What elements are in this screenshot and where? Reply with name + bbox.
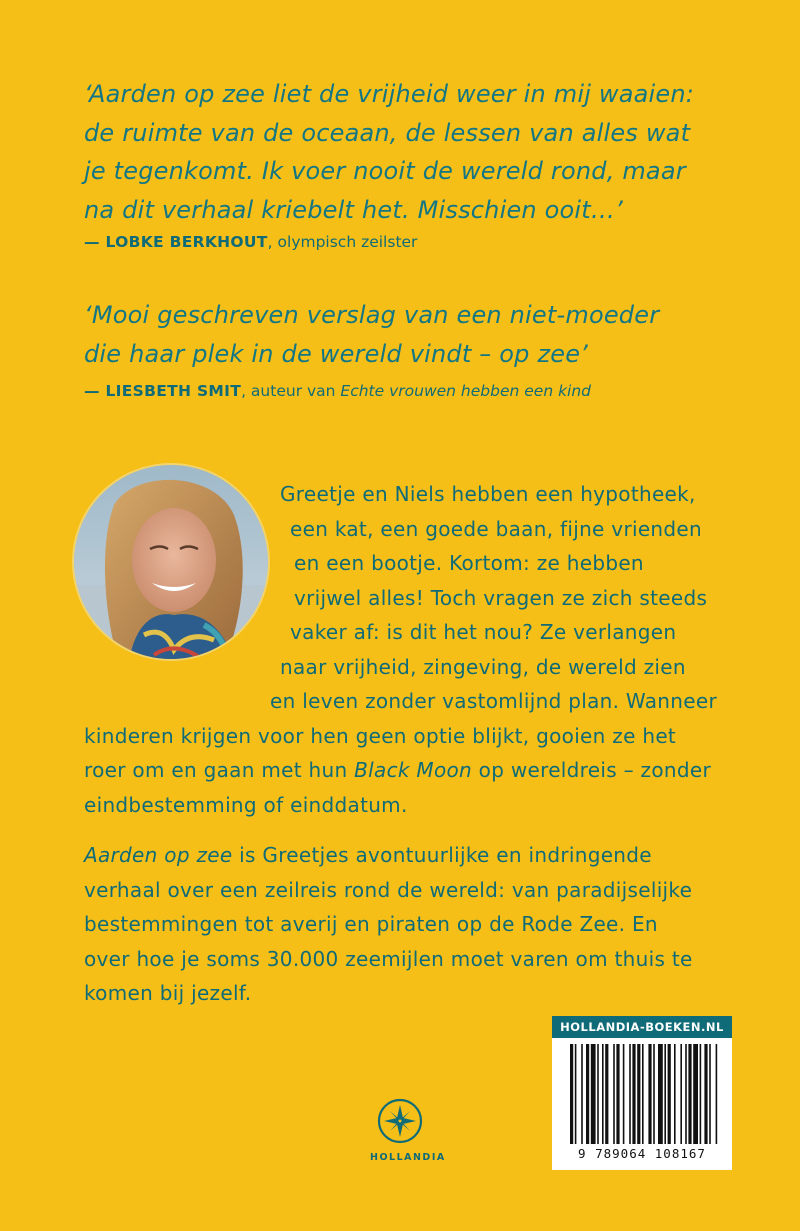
barcode-bar bbox=[581, 1044, 583, 1144]
quote-line: je tegenkomt. Ik voer nooit de wereld rond, maar bbox=[84, 157, 686, 185]
blurb-line: eindbestemming of einddatum. bbox=[84, 792, 408, 817]
quote-line: ‘Aarden op zee liet de vrijheid weer in mij waaien: bbox=[84, 80, 695, 108]
barcode-bar bbox=[602, 1044, 604, 1144]
book-title: Aarden op zee bbox=[84, 843, 233, 867]
barcode-bar bbox=[709, 1044, 711, 1144]
quote-line: ‘Mooi geschreven verslag van een niet-moeder bbox=[84, 301, 660, 329]
quote-2-attribution bbox=[84, 382, 591, 400]
barcode-bar bbox=[668, 1044, 671, 1144]
barcode-bar bbox=[693, 1044, 698, 1144]
blurb-line bbox=[84, 838, 652, 873]
review-quote-2 bbox=[84, 296, 724, 373]
blurb-line: een kat, een goede baan, fijne vrienden bbox=[290, 516, 702, 541]
attribution-dash: — bbox=[84, 382, 106, 400]
barcode-bar bbox=[688, 1044, 691, 1144]
barcode-bar bbox=[616, 1044, 619, 1144]
barcode-bar bbox=[658, 1044, 663, 1144]
barcode-bar bbox=[632, 1044, 635, 1144]
barcode-bar bbox=[637, 1044, 640, 1144]
review-quote-1 bbox=[84, 75, 724, 229]
blurb-line: verhaal over een zeilreis rond de wereld: van paradijselijke bbox=[84, 877, 693, 902]
barcode-bar bbox=[653, 1044, 655, 1144]
barcode-bar bbox=[648, 1044, 651, 1144]
attribution-work: Echte vrouwen hebben een kind bbox=[340, 382, 592, 400]
barcode-bar bbox=[680, 1044, 682, 1144]
publisher-name: HOLLANDIA bbox=[370, 1152, 446, 1163]
compass-rose-icon bbox=[377, 1098, 423, 1144]
boat-name: Black Moon bbox=[354, 758, 473, 782]
blurb-text: op wereldreis – zonder bbox=[472, 758, 711, 782]
isbn-barcode bbox=[552, 1038, 732, 1148]
barcode-bar bbox=[704, 1044, 707, 1144]
blurb-line: en een bootje. Kortom: ze hebben bbox=[294, 551, 644, 575]
barcode-bar bbox=[575, 1044, 577, 1144]
barcode-bar bbox=[685, 1044, 687, 1144]
blurb-line: en leven zonder vastomlijnd plan. Wanneer bbox=[270, 689, 717, 713]
attribution-role: , auteur van bbox=[241, 382, 341, 400]
attribution-dash: — bbox=[84, 233, 106, 251]
attribution-name: LIESBETH SMIT bbox=[105, 382, 242, 400]
attribution-role: , olympisch zeilster bbox=[267, 233, 418, 251]
blurb-line: over hoe je soms 30.000 zeemijlen moet varen om thuis te bbox=[84, 946, 693, 971]
barcode-bar bbox=[716, 1044, 718, 1144]
barcode-bar bbox=[674, 1044, 676, 1144]
blurb-text: is Greetjes avontuurlijke en indringende bbox=[232, 843, 652, 867]
attribution-name: LOBKE BERKHOUT bbox=[105, 233, 268, 251]
isbn-number: 9 789064 108167 bbox=[578, 1146, 706, 1161]
publisher-website: HOLLANDIA-BOEKEN.NL bbox=[552, 1016, 732, 1038]
author-portrait-image bbox=[74, 465, 270, 661]
blurb-line: vrijwel alles! Toch vragen ze zich steeds bbox=[294, 585, 708, 610]
barcode-bar bbox=[597, 1044, 599, 1144]
blurb-line bbox=[84, 753, 711, 788]
quote-line: na dit verhaal kriebelt het. Misschien ooit…’ bbox=[84, 195, 623, 224]
barcode-bar bbox=[642, 1044, 644, 1144]
barcode-bar bbox=[586, 1044, 589, 1144]
barcode-bar bbox=[629, 1044, 631, 1144]
barcode-bar bbox=[613, 1044, 615, 1144]
blurb-line: kinderen krijgen voor hen geen optie blijkt, gooien ze het bbox=[84, 723, 677, 748]
barcode-bar bbox=[700, 1044, 702, 1144]
author-photo bbox=[72, 463, 270, 661]
blurb-line: bestemmingen tot averij en piraten op de Rode Zee. En bbox=[84, 912, 658, 936]
barcode-bar bbox=[623, 1044, 625, 1144]
quote-line: die haar plek in de wereld vindt – op zee’ bbox=[84, 339, 588, 368]
barcode-label bbox=[552, 1016, 732, 1170]
blurb-line: Greetje en Niels hebben een hypotheek, bbox=[280, 482, 696, 506]
blurb-line: naar vrijheid, zingeving, de wereld zien bbox=[280, 654, 686, 679]
barcode-bar bbox=[605, 1044, 608, 1144]
blurb-line: komen bij jezelf. bbox=[84, 981, 252, 1005]
blurb-text: roer om en gaan met hun bbox=[84, 758, 355, 782]
quote-line: de ruimte van de oceaan, de lessen van alles wat bbox=[84, 118, 691, 147]
publisher-logo bbox=[370, 1098, 446, 1163]
quote-1-attribution bbox=[84, 233, 417, 251]
barcode-bar bbox=[570, 1044, 573, 1144]
blurb-line: vaker af: is dit het nou? Ze verlangen bbox=[290, 620, 677, 644]
barcode-bar bbox=[664, 1044, 666, 1144]
barcode-bar bbox=[591, 1044, 596, 1144]
